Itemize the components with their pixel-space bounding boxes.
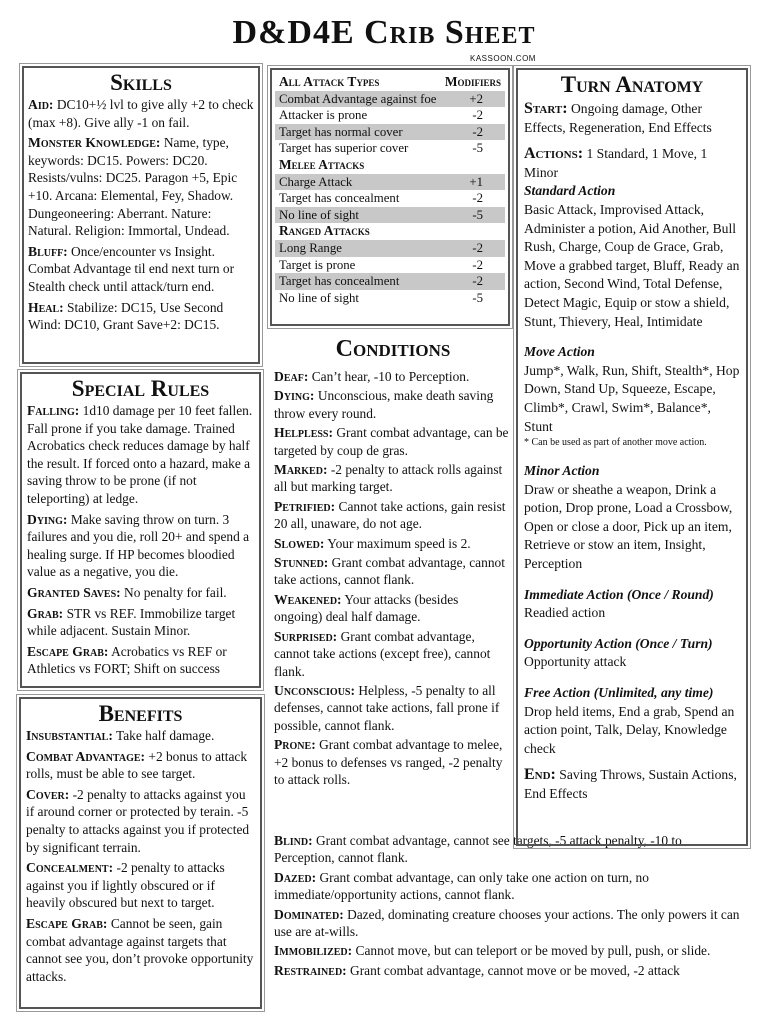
modifiers-header: Modifiers <box>444 74 501 89</box>
standard-action-title: Standard Action <box>524 183 616 199</box>
entry-text: STR vs REF. Immobilize target while adjacent. Sustain Minor. <box>27 605 236 639</box>
entry-text: Grant combat advantage, cannot take actions, cannot flank. <box>274 555 505 588</box>
attack-row <box>275 190 505 207</box>
entry <box>27 605 254 640</box>
entry <box>274 591 510 626</box>
entry <box>274 424 510 459</box>
free-action-text: Drop held items, End a grab, Spend an action point, Talk, Delay, Knowledge check <box>524 703 735 756</box>
attack-label: Target has superior cover <box>279 141 409 156</box>
entry-term: Falling: <box>27 403 80 418</box>
actions-term: Actions: <box>524 145 584 163</box>
attack-modifier: -5 <box>472 290 483 305</box>
entry-term: Deaf: <box>274 369 309 384</box>
attack-row <box>275 107 505 124</box>
entry-text: Make saving throw on turn. 3 failures and you die, roll 20+ and spend a healing surge. If HP becomes bloodied value as a negative, you die. <box>27 511 250 580</box>
entry-term: Granted Saves: <box>27 584 121 600</box>
entry <box>27 584 254 602</box>
conditions-list <box>274 368 510 790</box>
entry-term: Prone: <box>274 737 316 753</box>
attack-row <box>275 240 505 257</box>
benefits-title: Benefits <box>98 701 183 726</box>
move-action-title: Move Action <box>524 344 595 360</box>
entry <box>274 869 744 904</box>
attack-row <box>275 91 505 108</box>
skills-box <box>22 66 260 364</box>
entry <box>28 243 254 296</box>
attack-section-title: All Attack Types <box>279 74 380 89</box>
end-text: Saving Throws, Sustain Actions, End Effects <box>524 767 737 801</box>
entry-term: Dying: <box>27 511 68 527</box>
attack-section-header <box>275 223 505 240</box>
entry-term: Blind: <box>274 833 313 848</box>
entry <box>274 942 744 959</box>
start-step <box>524 100 740 137</box>
entry-term: Marked: <box>274 462 328 478</box>
entry-text: Cannot move, but can teleport or be moved by pull, push, or slide. <box>352 943 711 959</box>
attack-row <box>275 174 505 191</box>
entry-text: Grant combat advantage, cannot move or be moved, -2 attack <box>346 962 680 978</box>
entry <box>274 554 510 589</box>
attack-label: Combat Advantage against foe <box>275 91 441 108</box>
attack-label: Long Range <box>275 240 441 257</box>
entry <box>27 402 254 508</box>
benefits-list <box>26 727 255 985</box>
turn-anatomy-title: Turn Anatomy <box>560 72 704 97</box>
attack-section-header <box>275 157 505 174</box>
entry-text: Name, type, keywords: DC15. Powers: DC20. Resists/vulns: DC25. Paragon +5, Epic +10. Arcana: Elemental, Fey, Shadow. Dungeoneering: Aberrant. Nature: Natural. Religion: Immortal, Undead. <box>28 135 238 239</box>
entry-text: Grant combat advantage, can only take one action on turn, no immediate/opportunity actions, cannot flank. <box>274 869 649 903</box>
entry-text: Stabilize: DC15, Use Second Wind: DC10, Grant Save+2: DC15. <box>28 299 224 333</box>
entry-term: Escape Grab: <box>27 643 109 659</box>
standard-action-text: Basic Attack, Improvised Attack, Administer a potion, Aid Another, Bull Rush, Charge, Coup de Grace, Grab, Move a grabbed target, Bluff, Ready an action, Second Wind, Total Defense, Detect Magic, Equip or stow a shield, Stunt, Thievery, Heal, Intimidate <box>524 201 740 329</box>
entry-term: Slowed: <box>274 535 325 551</box>
conditions-title: Conditions <box>335 336 451 362</box>
attack-modifier: -2 <box>441 240 505 257</box>
attack-modifier: -5 <box>472 141 483 156</box>
entry <box>274 628 510 680</box>
attack-row <box>275 257 505 274</box>
entry-text: Acrobatics vs REF or Athletics vs FORT; Shift on success <box>27 643 227 677</box>
entry-term: Restrained: <box>274 962 347 978</box>
start-text: Ongoing damage, Other Effects, Regeneration, End Effects <box>524 101 712 135</box>
attack-modifier: +2 <box>441 91 505 108</box>
attack-row <box>275 207 505 224</box>
entry <box>27 643 254 678</box>
entry-term: Unconscious: <box>274 682 356 698</box>
entry-text: Unconscious, make death saving throw every round. <box>274 388 494 421</box>
entry-term: Petrified: <box>274 498 336 514</box>
special-rules-title: Special Rules <box>71 376 210 401</box>
attack-label: Attacker is prone <box>279 108 368 123</box>
entry-text: Your maximum speed is 2. <box>324 535 471 551</box>
attack-modifier: -5 <box>441 207 505 224</box>
free-action-title: Free Action (Unlimited, any time) <box>524 685 714 701</box>
immediate-action-text: Readied action <box>524 605 606 621</box>
entry <box>28 96 254 131</box>
entry-term: Escape Grab: <box>26 915 108 931</box>
move-action-note: * Can be used as part of another move action. <box>524 437 707 449</box>
attack-modifier: -2 <box>441 124 505 141</box>
turn-anatomy-box <box>516 68 748 846</box>
attack-section-title: Ranged Attacks <box>279 223 370 239</box>
entry <box>28 134 254 240</box>
attack-row <box>275 140 505 157</box>
attack-label: Target is prone <box>279 257 356 272</box>
minor-action-title: Minor Action <box>524 463 600 479</box>
attack-label: Charge Attack <box>275 174 441 191</box>
entry <box>26 786 255 856</box>
attack-row <box>275 273 505 290</box>
attack-label: No line of sight <box>275 207 441 224</box>
entry-term: Dominated: <box>274 906 344 922</box>
modifiers-header <box>441 223 505 240</box>
page-title: D&D4E Crib Sheet <box>232 14 536 51</box>
entry-text: Grant combat advantage, cannot take actions (except free), cannot flank. <box>274 628 491 679</box>
entry-text: Grant combat advantage, can be targeted by coup de gras. <box>274 425 509 458</box>
attack-modifier: +1 <box>441 174 505 191</box>
attack-table <box>275 74 505 306</box>
start-term: Start: <box>524 100 568 117</box>
entry <box>26 748 255 783</box>
entry <box>28 299 254 334</box>
attack-label: No line of sight <box>279 290 359 305</box>
benefits-box <box>19 697 262 1009</box>
entry-text: Take half damage. <box>112 728 215 743</box>
opportunity-action-text: Opportunity attack <box>524 654 627 670</box>
entry-term: Concealment: <box>26 860 114 876</box>
entry-term: Cover: <box>26 786 70 802</box>
entry-term: Combat Advantage: <box>26 748 146 764</box>
entry-text: Can’t hear, -10 to Perception. <box>308 369 470 384</box>
attack-label: Target has normal cover <box>275 124 441 141</box>
attack-row <box>275 290 505 307</box>
attack-modifier: -2 <box>472 257 483 272</box>
skills-title: Skills <box>110 70 172 95</box>
entry <box>274 387 510 422</box>
entry-text: Grant combat advantage, cannot see targets, -5 attack penalty, -10 to Perception, cannot flank. <box>274 833 682 866</box>
immediate-action-title: Immediate Action (Once / Round) <box>524 586 714 602</box>
entry-text: Your attacks (besides ongoing) deal half damage. <box>274 591 459 625</box>
attack-modifier: -2 <box>472 191 483 206</box>
entry <box>26 859 255 912</box>
entry-term: Stunned: <box>274 555 329 571</box>
entry-text: DC10+½ lvl to give ally +2 to check (max +8). Give ally -1 on fail. <box>28 97 254 130</box>
entry-text: 1d10 damage per 10 feet fallen. Fall prone if you take damage. Trained Acrobatics check reduces damage by half the result. If forced onto a hazard, make a saving throw to be prone (if not teleporting) at ledge. <box>27 403 253 506</box>
entry-text: Cannot take actions, gain resist 20 all, unaware, do not age. <box>274 498 506 532</box>
entry-term: Dazed: <box>274 869 317 885</box>
skills-list <box>28 96 254 334</box>
entry <box>274 906 744 941</box>
entry-term: Grab: <box>27 605 64 621</box>
entry-term: Helpless: <box>274 425 334 441</box>
entry <box>26 915 255 985</box>
attack-label: Target has concealment <box>275 273 441 290</box>
entry-term: Dying: <box>274 388 315 404</box>
entry-text: Cannot be seen, gain combat advantage against targets that cannot see you, don’t provoke opportunity attacks. <box>26 915 254 984</box>
entry <box>274 368 510 385</box>
entry <box>274 962 744 979</box>
attack-modifier: -2 <box>441 273 505 290</box>
entry-term: Heal: <box>28 299 64 315</box>
conditions-wide-list <box>274 832 744 981</box>
entry-term: Weakened: <box>274 591 342 607</box>
entry-term: Monster Knowledge: <box>28 135 161 151</box>
move-action-text: Jump*, Walk, Run, Shift, Stealth*, Hop Down, Stand Up, Squeeze, Escape, Climb*, Crawl, Swim*, Balance*, Stunt <box>524 362 740 434</box>
entry <box>274 535 510 552</box>
attack-row <box>275 124 505 141</box>
entry <box>26 727 255 745</box>
special-rules-list <box>27 402 254 678</box>
entry-term: Surprised: <box>274 628 338 644</box>
minor-action-text: Draw or sheathe a weapon, Drink a potion, Drop prone, Load a Crossbow, Open or close a door, Pick up an item, Retrieve or stow an item, Insight, Perception <box>524 481 733 572</box>
entry-text: -2 penalty to attacks against you if around corner or protected by terain. -5 penalty to attacks against you if protected by significant terrain. <box>26 786 250 855</box>
modifiers-header <box>441 157 505 174</box>
entry-text: No penalty for fail. <box>120 584 227 600</box>
end-term: End: <box>524 766 556 784</box>
entry-text: -2 penalty to attacks against you if lightly obscured or if heavily obscured but next to target. <box>26 860 225 911</box>
end-step <box>524 766 740 803</box>
entry-text: -2 penalty to attack rolls against all but marking target. <box>274 462 503 495</box>
entry-text: Dazed, dominating creature chooses your actions. The only powers it can use are at-wills. <box>274 906 740 940</box>
site-label: KASSOON.COM <box>470 54 536 63</box>
attack-section-title: Melee Attacks <box>279 156 365 172</box>
entry-text: Once/encounter vs Insight. Combat Advantage til end next turn or Stealth check until attack/turn end. <box>28 243 235 294</box>
attack-label: Target has concealment <box>279 191 400 206</box>
entry <box>27 511 254 581</box>
actions-step <box>524 145 740 182</box>
attack-modifiers-box <box>270 68 510 326</box>
entry-term: Bluff: <box>28 243 68 259</box>
entry <box>274 736 510 788</box>
special-rules-box <box>20 372 261 688</box>
actions-text: 1 Standard, 1 Move, 1 Minor <box>524 146 708 180</box>
entry <box>274 498 510 533</box>
entry-text: +2 bonus to attack rolls, must be able to see target. <box>26 748 248 782</box>
entry-text: Helpless, -5 penalty to all defenses, cannot take actions, fall prone if possible, cannot flank. <box>274 682 500 733</box>
entry <box>274 461 510 496</box>
attack-modifier: -2 <box>472 108 483 123</box>
attack-section-header <box>275 74 505 91</box>
entry-term: Insubstantial: <box>26 728 113 743</box>
opportunity-action-title: Opportunity Action (Once / Turn) <box>524 635 713 651</box>
entry-term: Immobilized: <box>274 943 353 959</box>
entry-text: Grant combat advantage to melee, +2 bonus to defenses vs ranged, -2 penalty to attack rolls. <box>274 737 503 787</box>
entry-term: Aid: <box>28 97 54 112</box>
entry <box>274 682 510 734</box>
